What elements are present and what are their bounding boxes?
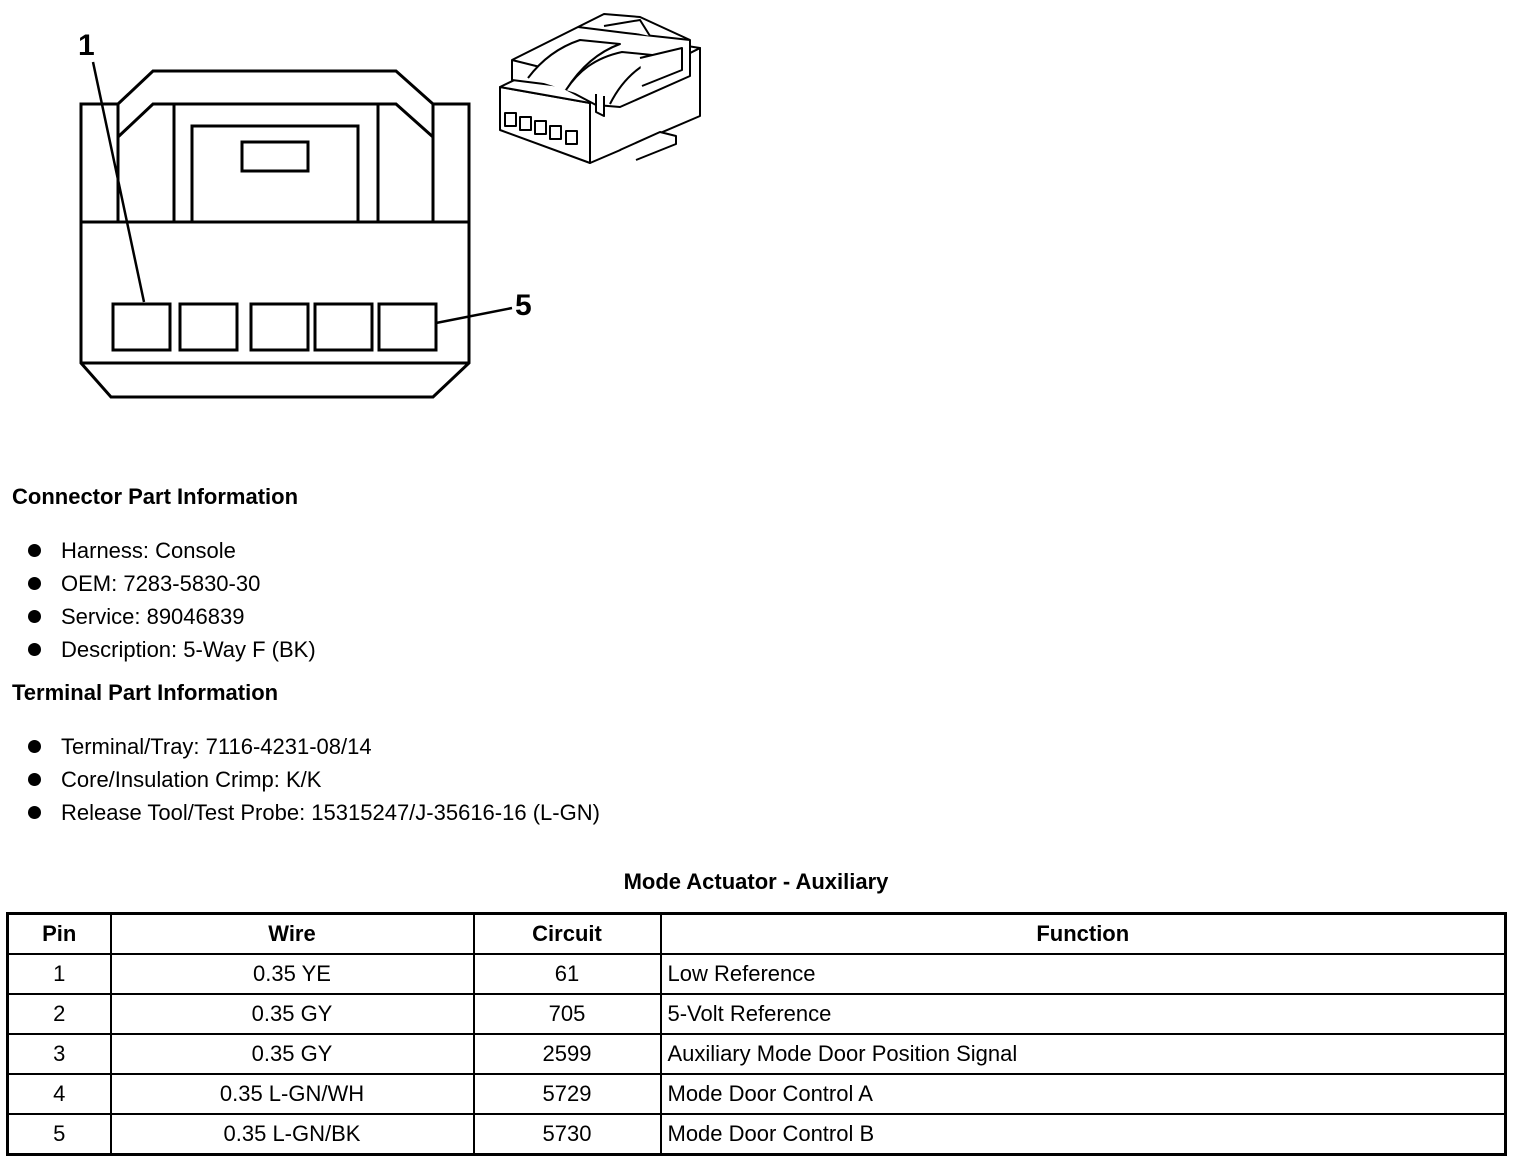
cell-wire: 0.35 YE: [111, 954, 474, 994]
connector-part-info-heading: Connector Part Information: [12, 484, 299, 509]
list-item: [28, 538, 316, 571]
bullet-icon: [28, 643, 41, 656]
cell-pin: 1: [8, 954, 111, 994]
pin-table-title: Mode Actuator - Auxiliary: [623, 869, 889, 894]
cell-wire: 0.35 GY: [111, 994, 474, 1034]
cavity-4: [315, 304, 372, 350]
connector-isometric-illustration: [500, 14, 700, 163]
cell-function: 5-Volt Reference: [661, 994, 1506, 1034]
bullet-icon: [28, 773, 41, 786]
list-item-text: Core/Insulation Crimp: K/K: [61, 767, 322, 792]
list-item-text: Harness: Console: [61, 538, 236, 563]
table-row: [8, 954, 1506, 994]
list-item-text: Release Tool/Test Probe: 15315247/J-35616-16 (L-GN): [61, 800, 600, 825]
list-item: [28, 637, 316, 670]
header-wire: Wire: [111, 914, 474, 955]
cell-function: Auxiliary Mode Door Position Signal: [661, 1034, 1506, 1074]
callout-pin-5: 5: [515, 289, 532, 322]
list-item: [28, 800, 600, 833]
cell-circuit: 705: [474, 994, 661, 1034]
list-item-text: Description: 5-Way F (BK): [61, 637, 316, 662]
bullet-icon: [28, 740, 41, 753]
list-item-text: Terminal/Tray: 7116-4231-08/14: [61, 734, 372, 759]
cell-wire: 0.35 L-GN/BK: [111, 1114, 474, 1155]
table-row: [8, 994, 1506, 1034]
cell-function: Mode Door Control B: [661, 1114, 1506, 1155]
cell-function: Mode Door Control A: [661, 1074, 1506, 1114]
list-item-text: Service: 89046839: [61, 604, 245, 629]
list-item: [28, 767, 600, 800]
bullet-icon: [28, 577, 41, 590]
bullet-icon: [28, 544, 41, 557]
header-pin: Pin: [8, 914, 111, 955]
bullet-icon: [28, 806, 41, 819]
header-function: Function: [661, 914, 1506, 955]
connector-part-info-list: [28, 538, 316, 670]
cell-circuit: 2599: [474, 1034, 661, 1074]
cell-pin: 5: [8, 1114, 111, 1155]
callout-pin-1: 1: [78, 29, 95, 62]
table-row: [8, 1074, 1506, 1114]
cell-circuit: 61: [474, 954, 661, 994]
list-item: [28, 571, 316, 604]
list-item: [28, 734, 600, 767]
table-row: [8, 1114, 1506, 1155]
table-header-row: [8, 914, 1506, 955]
table-row: [8, 1034, 1506, 1074]
cell-wire: 0.35 GY: [111, 1034, 474, 1074]
terminal-part-info-list: [28, 734, 600, 833]
cavity-1: [113, 304, 170, 350]
list-item-text: OEM: 7283-5830-30: [61, 571, 261, 596]
cavity-5: [379, 304, 436, 350]
list-item: [28, 604, 316, 637]
cavity-2: [180, 304, 237, 350]
cavity-3: [251, 304, 308, 350]
cell-circuit: 5729: [474, 1074, 661, 1114]
connector-face-outline: [81, 71, 469, 397]
cell-pin: 3: [8, 1034, 111, 1074]
header-circuit: Circuit: [474, 914, 661, 955]
cell-wire: 0.35 L-GN/WH: [111, 1074, 474, 1114]
terminal-part-info-heading: Terminal Part Information: [12, 680, 279, 705]
cell-circuit: 5730: [474, 1114, 661, 1155]
connector-diagram: [0, 0, 720, 410]
cell-pin: 4: [8, 1074, 111, 1114]
pin-table: [6, 912, 1507, 1156]
bullet-icon: [28, 610, 41, 623]
cell-function: Low Reference: [661, 954, 1506, 994]
cell-pin: 2: [8, 994, 111, 1034]
